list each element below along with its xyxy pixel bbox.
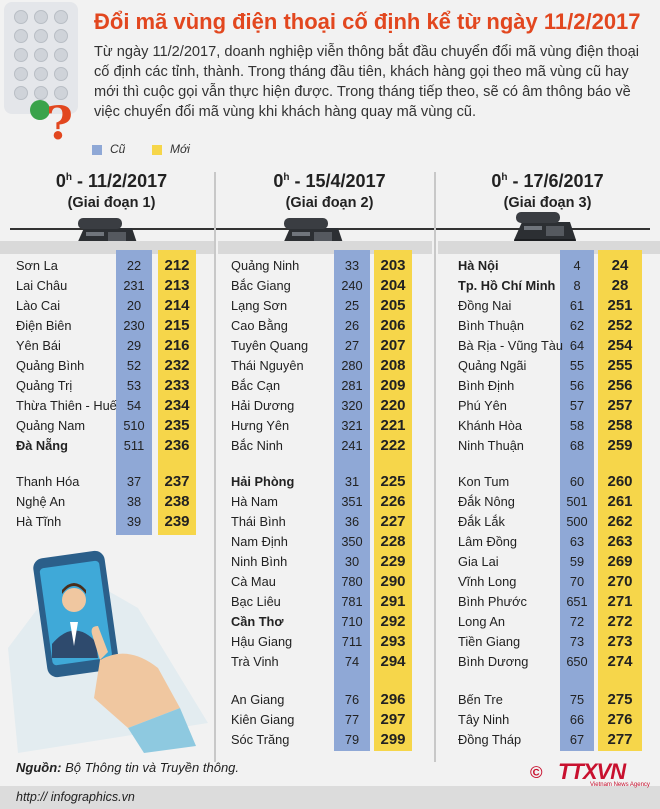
legend-new-swatch (152, 145, 162, 155)
province-name: Tây Ninh (458, 712, 510, 727)
new-area-code: 276 (607, 711, 633, 728)
province-name: Sơn La (16, 258, 58, 273)
logo-text: TTXVN (558, 759, 626, 784)
new-area-code: 277 (607, 731, 633, 748)
old-area-code: 651 (566, 594, 588, 609)
province-name: Kon Tum (458, 474, 510, 489)
phase-3-date: - 17/6/2017 (507, 171, 604, 191)
old-area-code: 27 (344, 338, 360, 353)
legend-old (92, 142, 125, 156)
keypad-key (14, 67, 28, 81)
province-name: Quảng Bình (16, 358, 85, 373)
legend-old-label: Cũ (110, 142, 126, 156)
old-area-code: 56 (569, 378, 585, 393)
province-name: Đồng Tháp (458, 732, 522, 747)
new-area-code: 220 (380, 397, 406, 414)
old-area-code: 63 (569, 534, 585, 549)
phase-1-subtitle: (Giai đoạn 1) (67, 195, 156, 211)
old-area-code: 240 (341, 278, 363, 293)
copyright-icon: © (530, 763, 543, 782)
old-area-code: 350 (341, 534, 363, 549)
old-area-code: 511 (123, 438, 145, 453)
phase-3-hour-sup: h (501, 172, 508, 183)
province-name: Ninh Thuận (458, 438, 524, 453)
old-area-code: 280 (341, 358, 363, 373)
province-name: Hưng Yên (231, 418, 290, 433)
old-area-code: 73 (569, 634, 585, 649)
keypad-key (54, 29, 68, 43)
old-area-code: 4 (573, 258, 581, 273)
new-area-code: 290 (380, 573, 406, 590)
province-name: Cần Thơ (231, 614, 284, 629)
page-title: Đổi mã vùng điện thoại cố định kể từ ngày 11/2/2017 (94, 9, 641, 34)
new-area-code: 229 (380, 553, 406, 570)
new-area-code: 294 (380, 653, 406, 670)
new-area-code: 213 (164, 277, 190, 294)
phase-1-date: - 11/2/2017 (72, 171, 168, 191)
new-area-code: 274 (607, 653, 633, 670)
old-area-code: 510 (123, 418, 145, 433)
province-name: Cà Mau (231, 574, 276, 589)
new-area-code: 205 (380, 297, 406, 314)
new-area-code: 296 (380, 691, 406, 708)
province-name: Đà Nẵng (16, 438, 68, 453)
phase-3-hour: 0 (491, 171, 502, 191)
old-area-code: 281 (341, 378, 363, 393)
old-area-code: 76 (344, 692, 360, 707)
new-area-code: 227 (380, 513, 406, 530)
province-name: Bình Thuận (458, 318, 524, 333)
keypad-key (14, 29, 28, 43)
new-area-code: 261 (607, 493, 633, 510)
new-area-code: 269 (607, 553, 633, 570)
logo-subtitle: Vietnam News Agency (590, 782, 650, 788)
province-name: Bắc Giang (231, 278, 291, 293)
new-area-code: 291 (380, 593, 406, 610)
new-area-code: 237 (164, 473, 190, 490)
table-row (0, 512, 660, 532)
old-area-code: 37 (126, 474, 142, 489)
old-area-code: 22 (126, 258, 142, 273)
province-name: Quảng Trị (16, 378, 73, 393)
phase-1-header (4, 167, 219, 212)
old-area-code: 26 (344, 318, 360, 333)
new-area-code: 214 (164, 297, 190, 314)
old-area-code: 8 (573, 278, 581, 293)
legend-old-swatch (92, 145, 102, 155)
new-area-code: 221 (380, 417, 406, 434)
keypad-key (14, 10, 28, 24)
new-area-code: 258 (607, 417, 633, 434)
province-name: Hải Dương (231, 398, 295, 413)
old-area-code: 39 (126, 514, 142, 529)
old-area-code: 710 (341, 614, 363, 629)
new-area-code: 254 (607, 337, 633, 354)
old-area-code: 54 (126, 398, 142, 413)
province-name: Yên Bái (16, 338, 61, 353)
table-row (0, 276, 660, 296)
province-name: Lai Châu (16, 278, 68, 293)
table-row (0, 356, 660, 376)
new-area-code: 24 (611, 257, 629, 274)
phase-2-hour-sup: h (283, 172, 290, 183)
province-name: Quảng Nam (16, 418, 85, 433)
old-area-code: 25 (344, 298, 360, 313)
keypad-key (54, 67, 68, 81)
legend-new (152, 142, 190, 156)
province-name: Gia Lai (458, 554, 499, 569)
old-area-code: 62 (569, 318, 585, 333)
phase-1-hour: 0 (55, 171, 66, 191)
new-area-code: 216 (164, 337, 190, 354)
old-area-code: 68 (569, 438, 585, 453)
table-row (0, 472, 660, 492)
province-name: Phú Yên (458, 398, 507, 413)
old-area-code: 38 (126, 494, 142, 509)
province-name: Bình Phước (458, 594, 527, 609)
new-area-code: 226 (380, 493, 406, 510)
new-area-code: 232 (164, 357, 190, 374)
old-area-code: 72 (569, 614, 585, 629)
intro-paragraph: Từ ngày 11/2/2017, doanh nghiệp viễn thông bắt đầu chuyển đổi mã vùng điện thoại cố định các tỉnh, thành. Trong tháng đầu tiên, khách hàng gọi theo mã vùng cũ hay mới thì cuộc gọi vẫn thực hiện được. Trong tháng tiếp theo, sẽ có âm thông báo về việc chuyển đổi mã vùng khi khách hàng quay mã vùng cũ. (94, 44, 640, 120)
old-area-code: 36 (344, 514, 360, 529)
old-area-code: 52 (126, 358, 142, 373)
old-area-code: 230 (123, 318, 145, 333)
new-area-code: 257 (607, 397, 633, 414)
old-area-code: 781 (341, 594, 363, 609)
old-area-code: 29 (126, 338, 142, 353)
new-area-code: 228 (380, 533, 406, 550)
new-area-code: 271 (607, 593, 633, 610)
ttxvn-logo (530, 759, 652, 788)
province-name: An Giang (231, 692, 285, 707)
old-area-code: 31 (344, 474, 360, 489)
new-area-code: 297 (380, 711, 406, 728)
table-row (0, 396, 660, 416)
old-area-code: 231 (123, 278, 145, 293)
new-area-code: 225 (380, 473, 406, 490)
old-area-code: 30 (344, 554, 360, 569)
province-name: Khánh Hòa (458, 418, 523, 433)
legend-new-label: Mới (170, 142, 190, 156)
new-area-code: 260 (607, 473, 633, 490)
province-name: Ninh Bình (231, 554, 288, 569)
province-name: Kiên Giang (231, 712, 295, 727)
new-area-code: 259 (607, 437, 633, 454)
province-name: Thái Nguyên (231, 358, 304, 373)
old-area-code: 500 (566, 514, 588, 529)
new-area-code: 239 (164, 513, 190, 530)
new-area-code: 275 (607, 691, 633, 708)
old-area-code: 70 (569, 574, 585, 589)
keypad-key (14, 48, 28, 62)
old-area-code: 67 (569, 732, 585, 747)
source-note (16, 760, 239, 775)
old-area-code: 60 (569, 474, 585, 489)
table-row (0, 316, 660, 336)
new-area-code: 273 (607, 633, 633, 650)
province-name: Điện Biên (16, 318, 72, 333)
province-name: Đồng Nai (458, 298, 512, 313)
old-area-code: 55 (569, 358, 585, 373)
old-area-code: 58 (569, 418, 585, 433)
table-row (0, 256, 660, 276)
province-name: Trà Vinh (231, 654, 279, 669)
new-area-code: 293 (380, 633, 406, 650)
province-name: Bà Rịa - Vũng Tàu (458, 338, 564, 353)
new-area-code: 206 (380, 317, 406, 334)
old-area-code: 74 (344, 654, 360, 669)
old-area-code: 20 (126, 298, 142, 313)
new-area-code: 236 (164, 437, 190, 454)
keypad-key (34, 48, 48, 62)
old-area-code: 351 (341, 494, 363, 509)
new-area-code: 28 (611, 277, 629, 294)
new-area-code: 270 (607, 573, 633, 590)
old-area-code: 79 (344, 732, 360, 747)
province-name: Bình Định (458, 378, 515, 393)
old-area-code: 77 (344, 712, 360, 727)
new-area-code: 203 (380, 257, 406, 274)
new-area-code: 255 (607, 357, 633, 374)
province-name: Sóc Trăng (231, 732, 290, 747)
old-area-code: 61 (569, 298, 585, 313)
phase-3-subtitle: (Giai đoạn 3) (503, 195, 592, 211)
old-area-code: 241 (341, 438, 363, 453)
province-name: Quảng Ngãi (458, 358, 527, 373)
province-name: Nam Định (231, 534, 288, 549)
new-area-code: 233 (164, 377, 190, 394)
old-area-code: 59 (569, 554, 585, 569)
new-area-code: 299 (380, 731, 406, 748)
table-row (0, 376, 660, 396)
phase-2-date: - 15/4/2017 (289, 171, 386, 191)
old-area-code: 57 (569, 398, 585, 413)
table-row (0, 336, 660, 356)
province-name: Bắc Ninh (231, 438, 283, 453)
new-area-code: 235 (164, 417, 190, 434)
new-area-code: 212 (164, 257, 190, 274)
new-area-code: 263 (607, 533, 633, 550)
keypad-key (14, 86, 28, 100)
keypad-key (34, 10, 48, 24)
new-area-code: 207 (380, 337, 406, 354)
new-area-code: 209 (380, 377, 406, 394)
province-name: Hà Nội (458, 258, 499, 273)
province-name: Quảng Ninh (231, 258, 300, 273)
province-name: Long An (458, 614, 505, 629)
province-name: Hà Tĩnh (16, 514, 62, 529)
old-area-code: 321 (341, 418, 363, 433)
new-area-code: 215 (164, 317, 190, 334)
new-area-code: 251 (607, 297, 633, 314)
province-name: Cao Bằng (231, 318, 288, 333)
new-area-code: 292 (380, 613, 406, 630)
question-mark-icon: ? (46, 96, 73, 150)
table-row (0, 416, 660, 436)
new-area-code: 272 (607, 613, 633, 630)
phase-2-header (222, 167, 437, 212)
province-name: Thừa Thiên - Huế (16, 398, 117, 413)
keypad-key (34, 67, 48, 81)
new-area-code: 238 (164, 493, 190, 510)
website-link[interactable]: http:// infographics.vn (16, 790, 135, 804)
province-name: Nghệ An (16, 494, 66, 509)
old-area-code: 501 (566, 494, 588, 509)
new-area-code: 204 (380, 277, 406, 294)
new-area-code: 256 (607, 377, 633, 394)
new-area-code: 208 (380, 357, 406, 374)
old-area-code: 64 (569, 338, 585, 353)
source-text: Bộ Thông tin và Truyền thông. (61, 760, 240, 775)
phase-2-hour: 0 (273, 171, 284, 191)
province-name: Tuyên Quang (231, 338, 309, 353)
new-area-code: 234 (164, 397, 190, 414)
province-name: Đắk Nông (458, 494, 515, 509)
province-name: Bình Dương (458, 654, 529, 669)
old-area-code: 320 (341, 398, 363, 413)
province-name: Thanh Hóa (16, 474, 80, 489)
province-name: Đắk Lắk (458, 514, 505, 529)
province-name: Bạc Liêu (231, 594, 281, 609)
province-name: Tp. Hồ Chí Minh (458, 278, 556, 293)
keypad-key (54, 10, 68, 24)
province-name: Hà Nam (231, 494, 278, 509)
table-row (0, 492, 660, 512)
table-row (0, 296, 660, 316)
phase-2-subtitle: (Giai đoạn 2) (285, 195, 374, 211)
province-name: Thái Bình (231, 514, 286, 529)
table-row (0, 436, 660, 456)
old-area-code: 33 (344, 258, 360, 273)
old-area-code: 66 (569, 712, 585, 727)
smartphone-illustration (8, 548, 208, 753)
keypad-key (34, 29, 48, 43)
source-label: Nguồn: (16, 760, 62, 775)
new-area-code: 252 (607, 317, 633, 334)
province-name: Lào Cai (16, 298, 61, 313)
province-name: Bắc Cạn (231, 378, 281, 393)
province-name: Lâm Đồng (458, 534, 518, 549)
old-area-code: 75 (569, 692, 585, 707)
old-area-code: 53 (126, 378, 142, 393)
old-area-code: 711 (341, 634, 363, 649)
province-name: Hải Phòng (231, 474, 295, 489)
new-area-code: 222 (380, 437, 406, 454)
old-area-code: 780 (341, 574, 363, 589)
province-name: Hậu Giang (231, 634, 293, 649)
province-name: Bến Tre (458, 692, 503, 707)
keypad-key (54, 48, 68, 62)
province-name: Tiền Giang (458, 634, 521, 649)
new-area-code: 262 (607, 513, 633, 530)
old-area-code: 650 (566, 654, 588, 669)
phase-1-hour-sup: h (65, 172, 73, 183)
province-name: Vĩnh Long (458, 574, 517, 589)
province-name: Lạng Sơn (231, 298, 288, 313)
